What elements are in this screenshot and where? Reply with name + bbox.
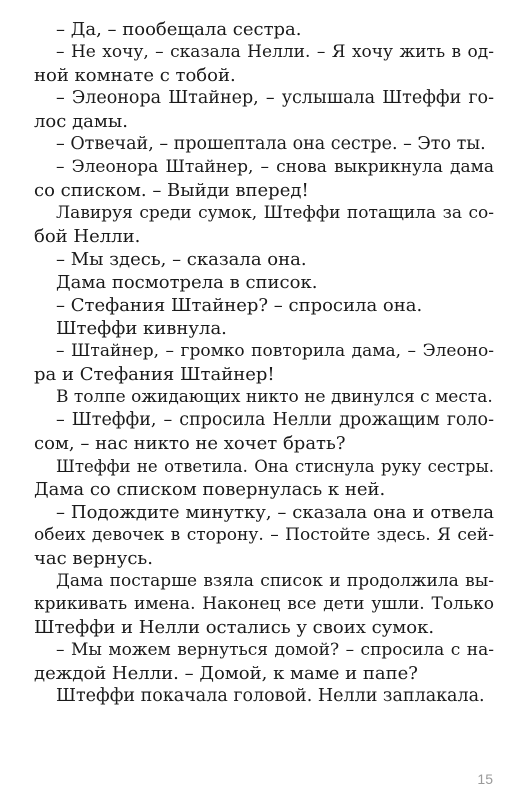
text-line: – Отвечай, – прошептала она сестре. – Это ты. [56, 134, 486, 154]
text-line: лос дамы. [34, 111, 128, 132]
text-line: – Штайнер, – громко повторила дама, – Элеоно- [56, 341, 494, 361]
text-line: Дама посмотрела в список. [56, 272, 318, 293]
text-line: – Мы здесь, – сказала она. [56, 249, 307, 270]
text-line: – Да, – пообещала сестра. [56, 19, 302, 40]
text-line: – Подождите минутку, – сказала она и отвела [56, 502, 494, 523]
text-line: час вернусь. [34, 548, 153, 569]
text-line: обеих девочек в сторону. – Постойте здесь. Я сей- [34, 525, 494, 545]
text-line: Штеффи покачала головой. Нелли заплакала. [56, 686, 485, 706]
text-line: крикивать имена. Наконец все дети ушли. Только [34, 594, 494, 614]
text-line: Штеффи кивнула. [56, 318, 227, 339]
page-number: 15 [477, 771, 493, 787]
text-line: ра и Стефания Штайнер! [34, 364, 275, 385]
text-line: бой Нелли. [34, 226, 141, 247]
text-line: – Элеонора Штайнер, – услышала Штеффи го- [56, 88, 494, 108]
text-line: – Штеффи, – спросила Нелли дрожащим голо- [56, 410, 494, 430]
text-line: ной комнате с тобой. [34, 65, 236, 86]
body-text [34, 18, 494, 708]
text-line: Лавируя среди сумок, Штеффи потащила за со- [56, 203, 494, 223]
text-line: – Элеонора Штайнер, – снова выкрикнула дама [56, 157, 494, 177]
text-line: деждой Нелли. – Домой, к маме и папе? [34, 663, 418, 684]
text-line: – Мы можем вернуться домой? – спросила с на- [56, 640, 494, 660]
text-line: Штеффи и Нелли остались у своих сумок. [34, 617, 435, 638]
text-line: Дама со списком повернулась к ней. [34, 479, 386, 500]
text-line: Штеффи не ответила. Она стиснула руку сестры. [56, 457, 494, 476]
text-line: – Стефания Штайнер? – спросила она. [56, 295, 423, 316]
text-line: В толпе ожидающих никто не двинулся с места. [56, 387, 493, 407]
text-line: со списком. – Выйди вперед! [34, 180, 309, 201]
text-line: – Не хочу, – сказала Нелли. – Я хочу жить в од- [56, 42, 494, 62]
text-line: Дама постарше взяла список и продолжила вы- [56, 571, 494, 591]
text-line: сом, – нас никто не хочет брать? [34, 433, 346, 454]
